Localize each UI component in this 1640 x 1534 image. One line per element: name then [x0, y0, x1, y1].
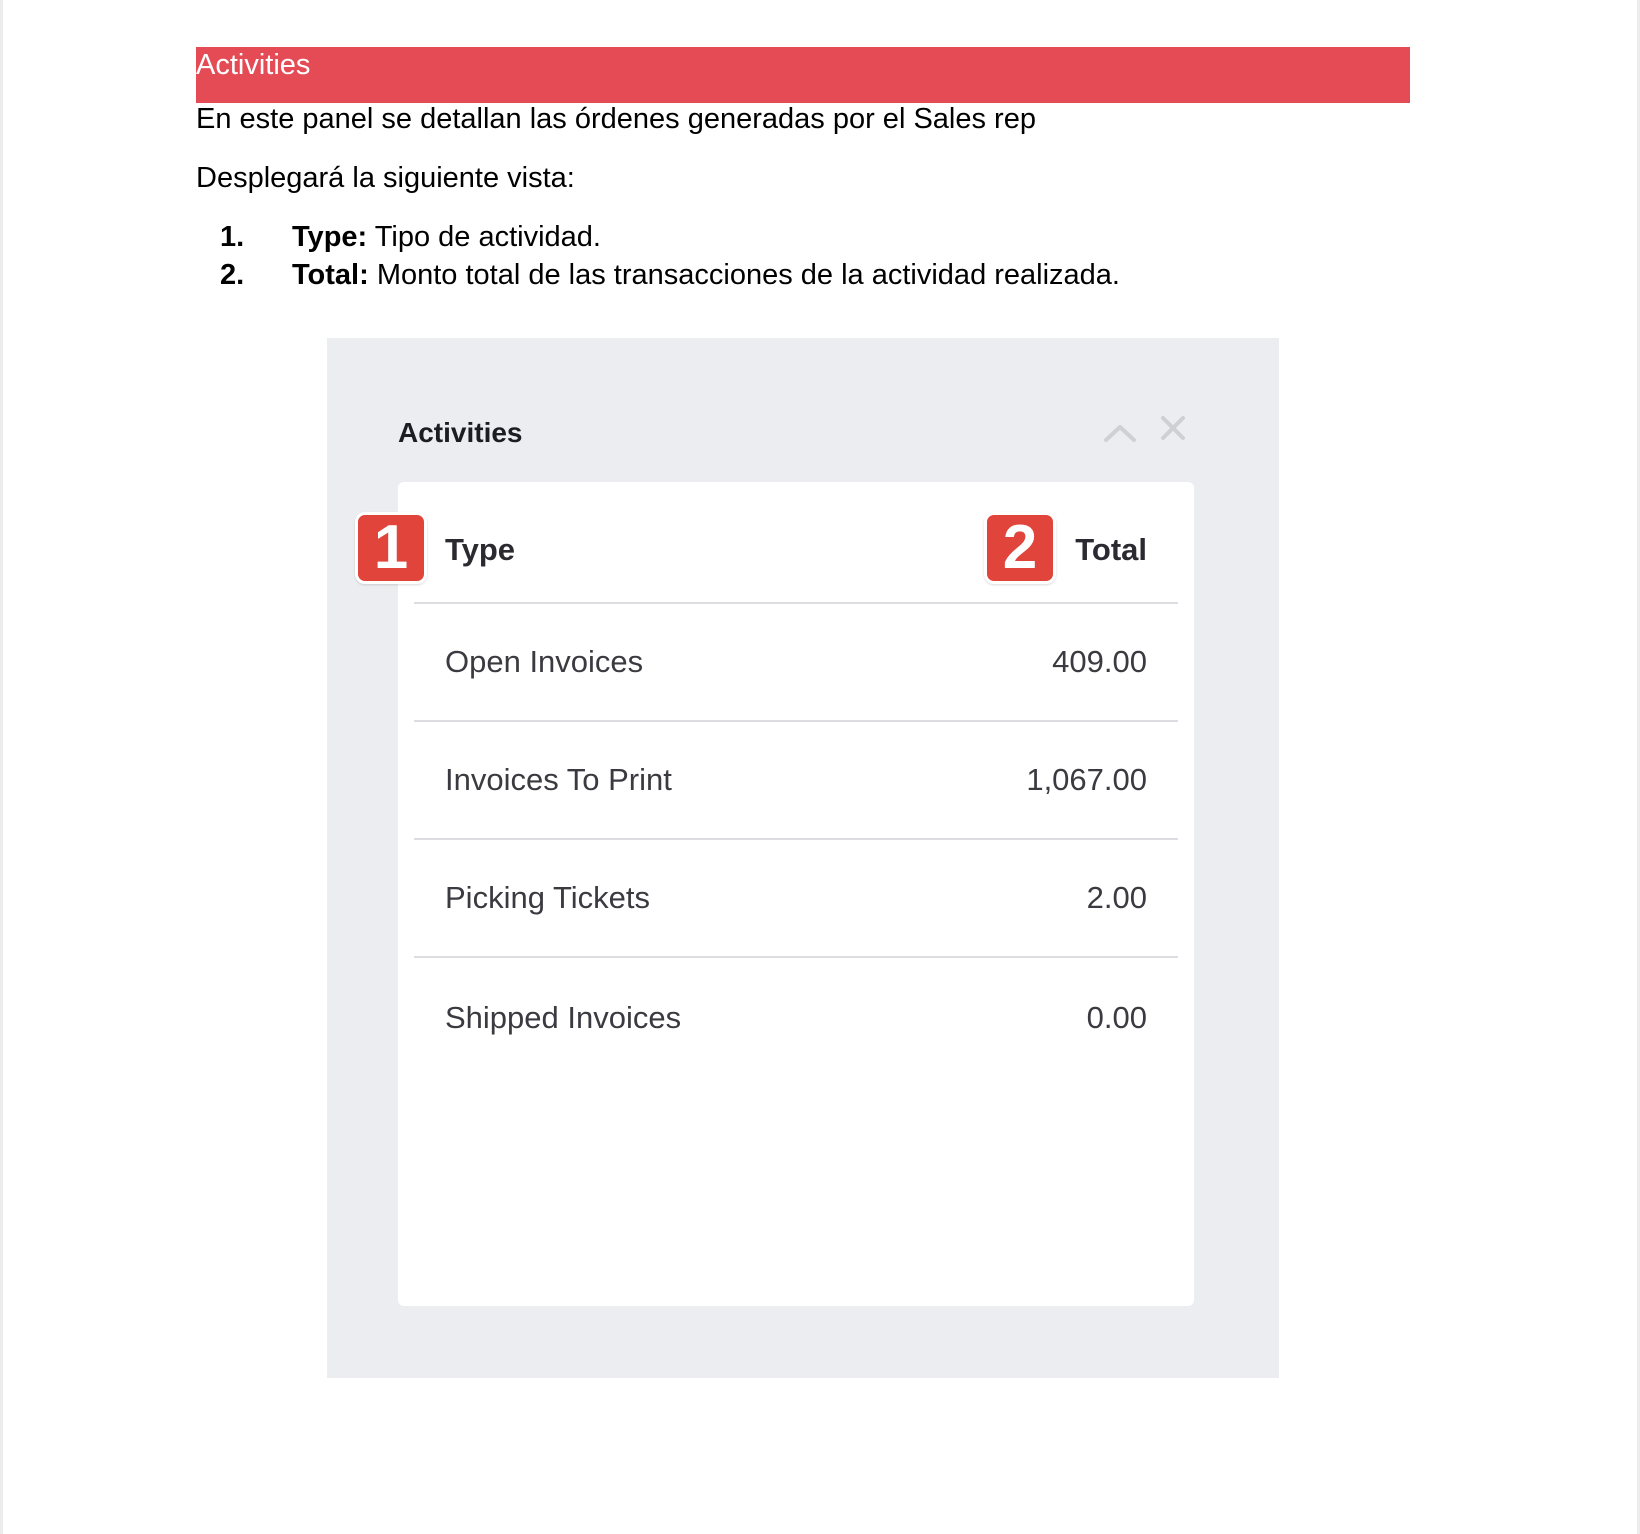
row-total: 0.00 — [1086, 1000, 1147, 1035]
column-header-total[interactable]: Total — [1075, 532, 1147, 567]
table-row[interactable] — [414, 722, 1178, 840]
column-header-type[interactable]: Type — [445, 532, 516, 567]
activities-widget-screenshot — [327, 338, 1279, 1378]
view-paragraph: Desplegará la siguiente vista: — [196, 162, 575, 194]
row-type: Open Invoices — [445, 644, 644, 679]
table-row[interactable] — [414, 840, 1178, 958]
table-header — [414, 482, 1178, 604]
annotation-marker-1: 1 — [355, 512, 427, 584]
list-term: Total: — [292, 259, 369, 291]
row-type: Invoices To Print — [445, 762, 672, 797]
list-number: 1. — [220, 221, 245, 253]
activities-table-card — [398, 482, 1194, 1306]
table-row[interactable] — [414, 960, 1178, 1076]
row-type: Shipped Invoices — [445, 1000, 682, 1035]
list-description: Monto total de las transacciones de la actividad realizada. — [368, 259, 1120, 291]
list-item-text — [292, 218, 601, 256]
list-number: 2. — [220, 259, 245, 291]
row-total: 409.00 — [1052, 644, 1147, 679]
list-term: Type: — [292, 221, 368, 253]
row-total: 1,067.00 — [1026, 762, 1147, 797]
widget-title: Activities — [398, 417, 523, 448]
row-type: Picking Tickets — [445, 880, 651, 915]
collapse-button[interactable] — [1101, 416, 1139, 450]
section-heading: Activities — [196, 47, 1410, 103]
page-edge-left — [0, 0, 3, 1534]
intro-paragraph: En este panel se detallan las órdenes generadas por el Sales rep — [196, 103, 1036, 135]
row-total: 2.00 — [1086, 880, 1147, 915]
close-button[interactable] — [1155, 410, 1191, 446]
chevron-up-icon — [1103, 423, 1137, 443]
list-description: Tipo de actividad. — [367, 221, 601, 253]
close-icon — [1160, 415, 1186, 441]
table-row[interactable] — [414, 604, 1178, 722]
list-item-text — [292, 256, 1120, 294]
annotation-marker-2: 2 — [984, 512, 1056, 584]
